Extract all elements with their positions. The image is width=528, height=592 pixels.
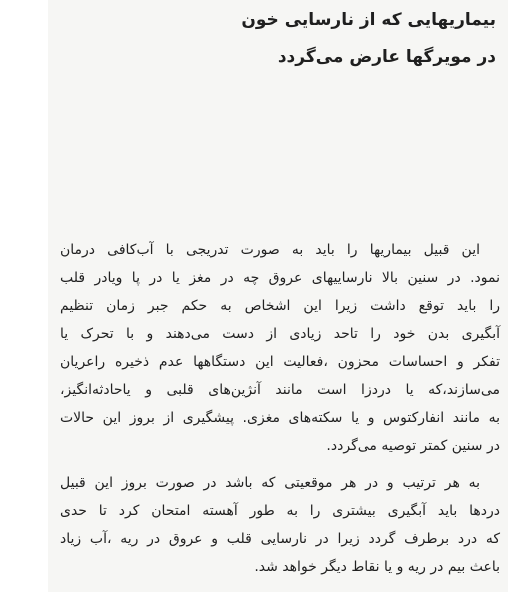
page-title-line-1: بیماریهایی که از نارسایی خون	[241, 10, 496, 30]
page-title-line-2: در مویرگها عارض می‌گردد	[277, 47, 496, 67]
paragraph-2-line: باعث بیم در ریه و یا نقاط دیگر خواهد شد.	[254, 559, 500, 575]
paragraph-1-line: این قبیل بیماریها را باید به صورت تدریجی با آب‌کافی درمان	[60, 242, 480, 258]
paragraph-2-line: که درد برطرف گردد زیرا در نارسایی قلب و عروق در ریه ،آب زیاد	[60, 531, 500, 547]
document-page	[48, 0, 508, 592]
paragraph-1-line: در سنین کمتر توصیه می‌گردد.	[326, 438, 500, 454]
paragraph-1-line: نمود. در سنین بالا نارساییهای عروق چه در مغز یا در پا ویادر قلب	[60, 270, 500, 286]
paragraph-1-line: به مانند انفارکتوس و یا سکته‌های مغزی. پیشگیری از بروز این حالات	[60, 410, 500, 426]
paragraph-1-line: تفکر و احساسات محزون ،فعالیت این دستگاهها عدم ذخیره راعریان	[60, 354, 500, 370]
paragraph-2-line: به هر ترتیب و در هر موقعیتی که باشد در صورت بروز این قبیل	[60, 475, 480, 491]
paragraph-1-line: می‌سازند،که یا دردزا است مانند آنژین‌های قلبی و یاحادثه‌انگیز،	[60, 382, 500, 398]
paragraph-2-line: دردها باید آبگیری بیشتری را به طور آهسته امتحان کرد تا حدی	[60, 503, 500, 519]
paragraph-1-line: آبگیری بدن خود را تاحد زیادی از دست می‌دهند و با تحرک یا	[60, 326, 500, 342]
paragraph-1-line: را باید توقع داشت زیرا این اشخاص به حکم جبر زمان تنظیم	[60, 298, 500, 314]
